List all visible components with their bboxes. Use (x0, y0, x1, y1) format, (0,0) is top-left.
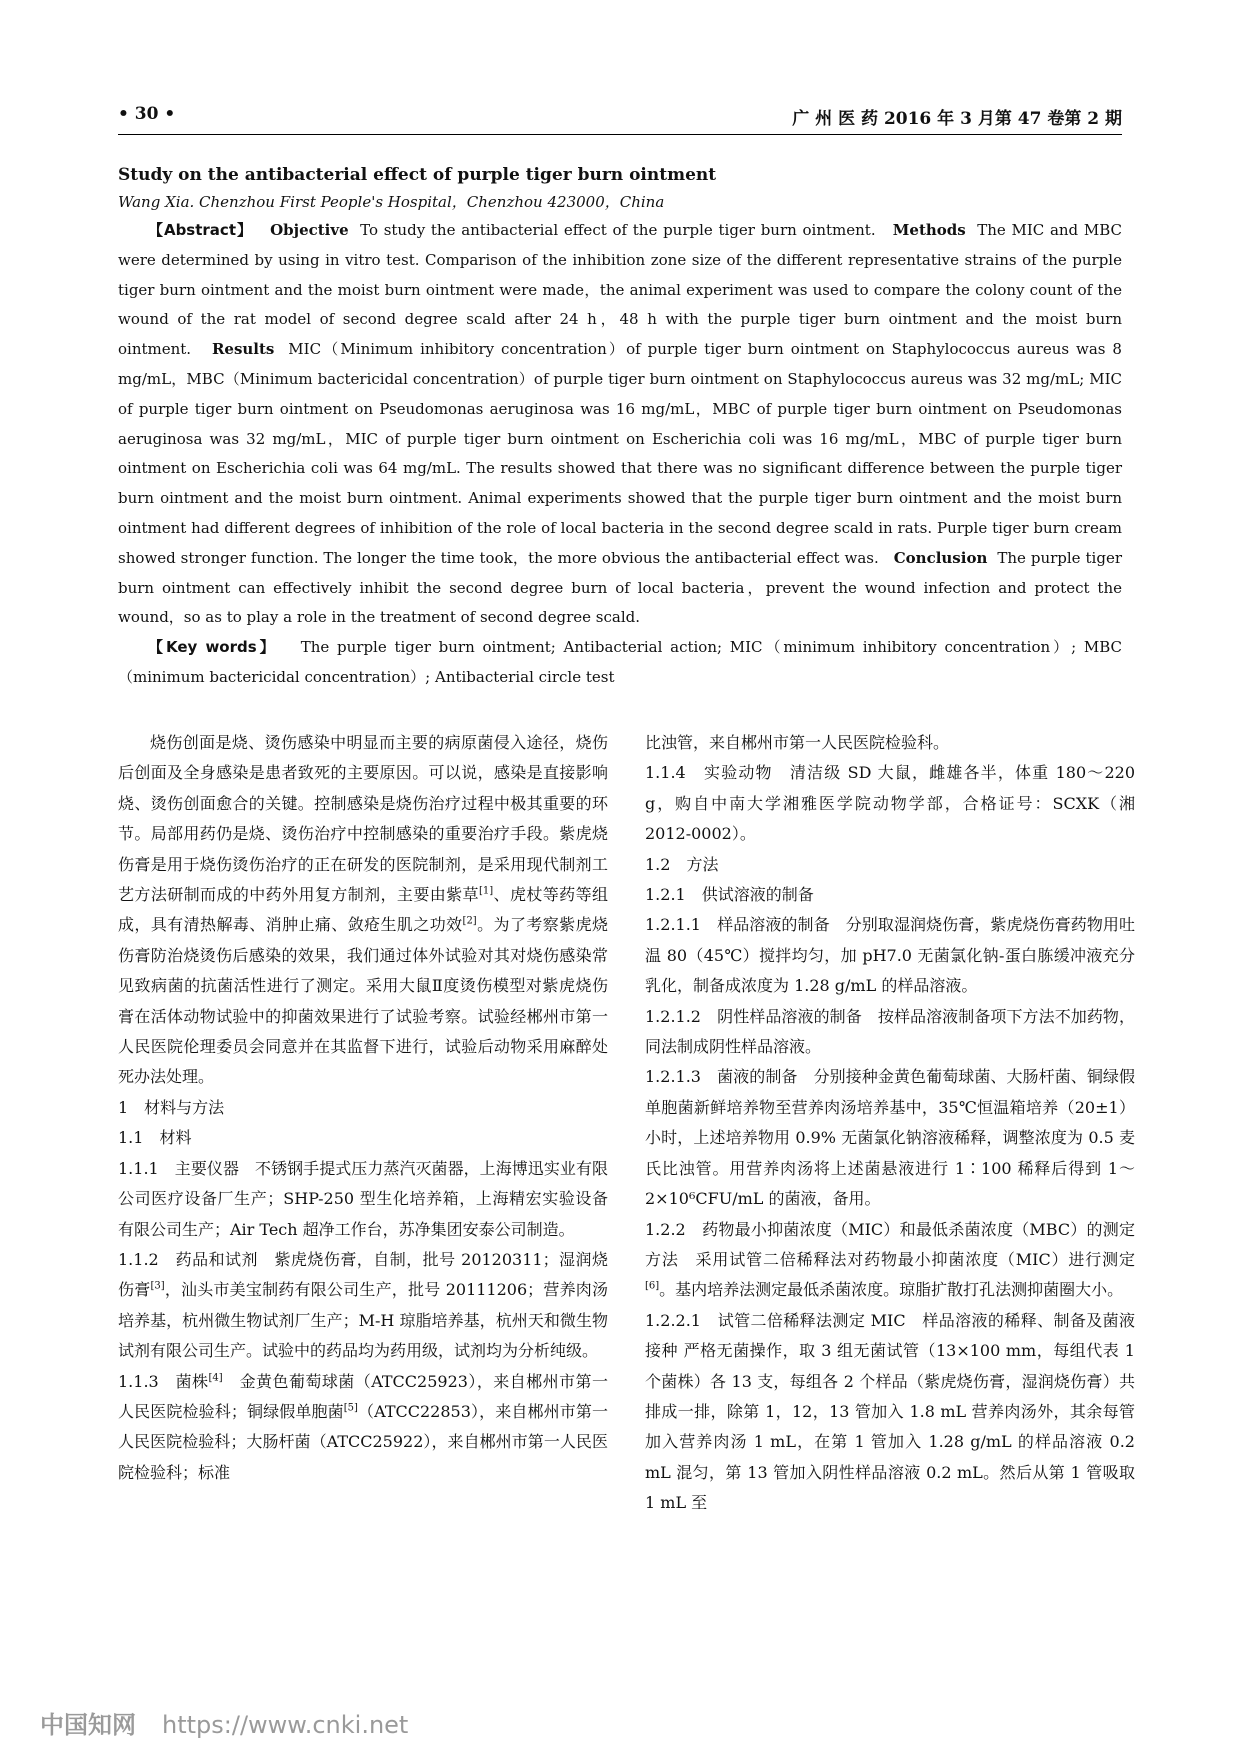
p112-text-a: 1.1.2 药品和试剂 紫虎烧伤膏，自制，批号 20120311；湿润烧伤膏 (118, 1249, 608, 1300)
right-column (645, 728, 1135, 1519)
paragraph-1-1-4: 1.1.4 实验动物 清洁级 SD 大鼠，雌雄各半，体重 180～220 g，购自中南大学湘雅医学院动物学部，合格证号：SCXK（湘 2012-0002）。 (645, 763, 1135, 844)
keywords-text: The purple tiger burn ointment; Antibacterial action; MIC（minimum inhibitory concentration）; MBC（minimum bactericidal concentration）; Antibacterial circle test (118, 638, 1122, 686)
methods-label: Methods (892, 221, 966, 239)
cnki-url: https://www.cnki.net (162, 1711, 409, 1739)
citation-2: [2] (462, 916, 477, 928)
p113-text-a: 1.1.3 菌株 (118, 1371, 209, 1391)
p112-text-b: ，汕头市美宝制药有限公司生产，批号 20111206；营养肉汤培养基，杭州微生物试剂厂生产；M-H 琼脂培养基，杭州天和微生物试剂有限公司生产。试验中的药品均为药用级，试剂均为分析纯级。 (118, 1280, 608, 1361)
cnki-logo-text: 中国知网 (40, 1711, 136, 1739)
methods-text: The MIC and MBC were determined by using in vitro test. Comparison of the inhibition zone size of the different representative strains of the purple tiger burn ointment and the moist burn ointment were made，the animal experiment was used to compare the colony count of the wound of the rat model of second degree scald after 24 h，48 h with the purple tiger burn ointment and the moist burn ointment. (118, 221, 1123, 359)
results-label: Results (211, 340, 275, 359)
paragraph-1-1-2 (118, 1245, 608, 1367)
abstract-paragraph (118, 216, 1122, 633)
objective-label: Objective (270, 221, 349, 239)
introduction-paragraph (118, 728, 608, 1093)
results-text: MIC（Minimum inhibitory concentration）of purple tiger burn ointment on Staphylococcus aureus was 8 mg/mL，MBC（Minimum bactericidal concentration）of purple tiger burn ointment on Staphylococcus aureus was 32 mg/mL; MIC of purple tiger burn ointment on Pseudomonas aeruginosa was 16 mg/mL，MBC of purple tiger burn ointment on Pseudomonas aeruginosa was 32 mg/mL，MIC of purple tiger burn ointment on Escherichia coli was 16 mg/mL，MBC of purple tiger burn ointment on Escherichia coli was 64 mg/mL. The results showed that there was no significant difference between the purple tiger burn ointment and the moist burn ointment. Animal experiments showed that the purple tiger burn ointment and the moist burn ointment had different degrees of inhibition of the role of local bacteria in the second degree scald in rats. Purple tiger burn cream showed stronger function. The longer the time took，the more obvious the antibacterial effect was. (118, 340, 1122, 567)
citation-1: [1] (478, 885, 494, 897)
paragraph-1-2-2 (645, 1215, 1135, 1306)
conclusion-text: The purple tiger burn ointment can effectively inhibit the second degree burn of local bacteria，prevent the wound infection and protect the wound，so as to play a role in the treatment of second degree scald. (118, 548, 1123, 627)
keywords-label: 【Key words】 (148, 638, 278, 657)
conclusion-label: Conclusion (893, 548, 988, 567)
paragraph-1-1-3 (118, 1367, 608, 1489)
p122-text-b: 。基内培养法测定最低杀菌浓度。琼脂扩散打孔法测抑菌圈大小。 (659, 1280, 1124, 1300)
paragraph-1-1-1: 1.1.1 主要仪器 不锈钢手提式压力蒸汽灭菌器，上海博迅实业有限公司医疗设备厂生产；SHP-250 型生化培养箱，上海精宏实验设备有限公司生产；Air Tech 超净工作台，苏净集团安泰公司制造。 (118, 1158, 608, 1239)
paragraph-1-2-2-1: 1.2.2.1 试管二倍稀释法测定 MIC 样品溶液的稀释、制备及菌液接种 严格无菌操作，取 3 组无菌试管（13×100 mm，每组代表 1 个菌株）各 13 支，每组各 2 个样品（紫虎烧伤膏，湿润烧伤膏）共排成一排，除第 1，12，13 管加入 1.8 mL 营养肉汤外，其余每管加入营养肉汤 1 mL，在第 1 管加入 1.28 g/mL 的样品溶液 0.2 mL 混匀，第 13 管加入阴性样品溶液 0.2 mL。然后从第 1 管吸取 1 mL 至 (645, 1310, 1135, 1513)
objective-text: To study the antibacterial effect of the purple tiger burn ointment. (360, 221, 876, 239)
section-heading-1: 1 材料与方法 (118, 1097, 225, 1117)
intro-text-a: 烧伤创面是烧、烫伤感染中明显而主要的病原菌侵入途径，烧伤后创面及全身感染是患者致死的主要原因。可以说，感染是直接影响烧、烫伤创面愈合的关键。控制感染是烧伤治疗过程中极其重要的环节。局部用药仍是烧、烫伤治疗中控制感染的重要治疗手段。紫虎烧伤膏是用于烧伤烫伤治疗的正在研发的医院制剂，是采用现代制剂工艺方法研制而成的中药外用复方制剂，主要由紫草 (118, 733, 608, 905)
paragraph-1-2-1-3: 1.2.1.3 菌液的制备 分别接种金黄色葡萄球菌、大肠杆菌、铜绿假单胞菌新鲜培养物至营养肉汤培养基中，35℃恒温箱培养（20±1）小时，上述培养物用 0.9% 无菌氯化钠溶液稀释，调整浓度为 0.5 麦氏比浊管。用营养肉汤将上述菌悬液进行 1∶100 稀释后得到 1～2×10⁶CFU/mL 的菌液，备用。 (645, 1067, 1135, 1209)
intro-text-c: 。为了考察紫虎烧伤膏防治烧烫伤后感染的效果，我们通过体外试验对其对烧伤感染常见致病菌的抗菌活性进行了测定。采用大鼠Ⅱ度烫伤模型对紫虎烧伤膏在活体动物试验中的抑菌效果进行了试验考察。试验经郴州市第一人民医院伦理委员会同意并在其监督下进行，试验后动物采用麻醉处死办法处理。 (118, 915, 608, 1087)
page-number: • 30 • (118, 104, 176, 124)
paragraph-1-2-1-2: 1.2.1.2 阴性样品溶液的制备 按样品溶液制备项下方法不加药物，同法制成阴性样品溶液。 (645, 1006, 1135, 1057)
p122-text-a: 1.2.2 药物最小抑菌浓度（MIC）和最低杀菌浓度（MBC）的测定方法 采用试管二倍稀释法对药物最小抑菌浓度（MIC）进行测定 (645, 1219, 1135, 1269)
citation-5: [5] (343, 1402, 358, 1414)
english-abstract-block (118, 162, 1122, 693)
section-heading-1-2-1: 1.2.1 供试溶液的制备 (645, 885, 814, 905)
article-title: Study on the antibacterial effect of purple tiger burn ointment (118, 165, 717, 185)
paragraph-1-2-1-1: 1.2.1.1 样品溶液的制备 分别取湿润烧伤膏，紫虎烧伤膏药物用吐温 80（45℃）搅拌均匀，加 pH7.0 无菌氯化钠-蛋白胨缓冲液充分乳化，制备成浓度为 1.28 g/mL 的样品溶液。 (645, 915, 1135, 996)
author-affiliation: Wang Xia. Chenzhou First People's Hospital，Chenzhou 423000，China (118, 193, 665, 211)
section-heading-1-1: 1.1 材料 (118, 1128, 192, 1148)
p113-text-c: （ATCC22853），来自郴州市第一人民医院检验科；大肠杆菌（ATCC25922），来自郴州市第一人民医院检验科；标准 (118, 1401, 608, 1482)
intro-text-b: 、虎杖等药等组成，具有清热解毒、消肿止痛、敛疮生肌之功效 (118, 885, 608, 935)
citation-4: [4] (208, 1372, 223, 1384)
abstract-label: 【Abstract】 (148, 221, 253, 239)
keywords-paragraph (118, 633, 1122, 693)
continued-paragraph: 比浊管，来自郴州市第一人民医院检验科。 (645, 733, 950, 752)
journal-issue-info: 广 州 医 药 2016 年 3 月第 47 卷第 2 期 (792, 109, 1122, 129)
p113-text-b: 金黄色葡萄球菌（ATCC25923），来自郴州市第一人民医院检验科；铜绿假单胞菌 (118, 1371, 608, 1421)
cnki-watermark (40, 1705, 408, 1740)
left-column (118, 728, 608, 1488)
citation-6: [6] (645, 1280, 660, 1292)
citation-3: [3] (150, 1280, 165, 1292)
running-header (118, 104, 1122, 135)
section-heading-1-2: 1.2 方法 (645, 854, 719, 874)
